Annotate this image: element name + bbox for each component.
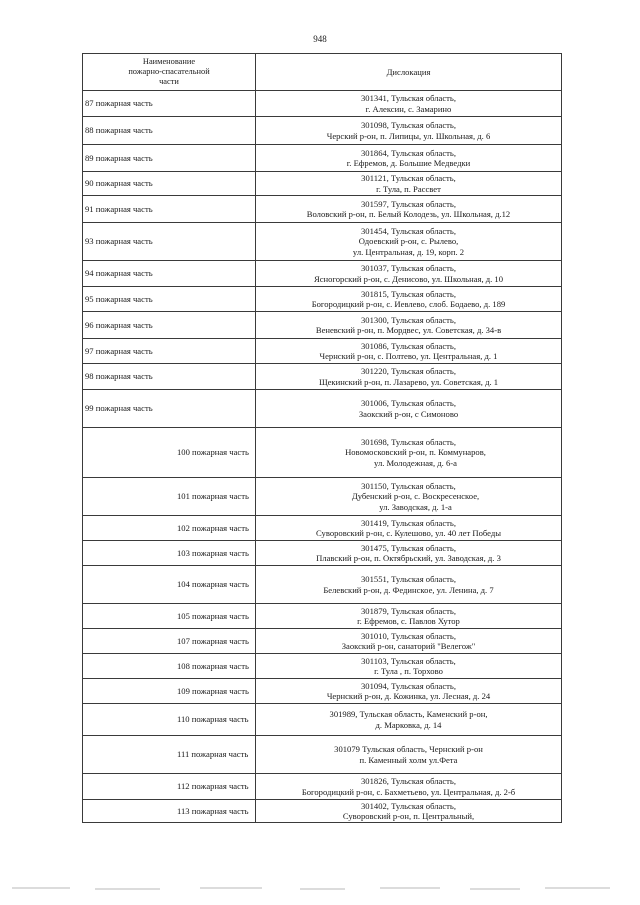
page-number: 948	[313, 34, 327, 44]
fire-unit-location	[256, 800, 562, 823]
table-row	[83, 172, 562, 196]
table-row	[83, 736, 562, 774]
address-line: г. Ефремов, д. Большие Медведки	[346, 158, 471, 168]
fire-unit-name: 102 пожарная часть	[83, 516, 256, 541]
address-line: 301037, Тульская область,	[361, 263, 456, 274]
address-line: 301826, Тульская область,	[361, 776, 456, 787]
address-line: Щекинский р-он, п. Лазарево, ул. Советская, д. 1	[318, 376, 499, 387]
fire-unit-name: 98 пожарная часть	[83, 364, 256, 390]
fire-unit-name: 108 пожарная часть	[83, 654, 256, 679]
fire-unit-name: 107 пожарная часть	[83, 629, 256, 654]
address-line: Воловский р-он, п. Белый Колодезь, ул. Школьная, д.12	[306, 209, 511, 219]
fire-unit-location	[256, 736, 562, 774]
address-line: 301864, Тульская область,	[361, 147, 456, 158]
fire-unit-name: 91 пожарная часть	[83, 196, 256, 223]
address-line: Заокский р-он, санаторий "Велегож"	[341, 641, 476, 651]
address-line: 301402, Тульская область,	[361, 800, 456, 811]
address-line: Дубенский р-он, с. Воскресенское,	[351, 491, 480, 502]
fire-unit-location	[256, 261, 562, 287]
table-row	[83, 117, 562, 145]
address-line: Новомосковский р-он, п. Коммунаров,	[345, 447, 486, 458]
address-line: ул. Молодежная, д. 6-а	[374, 457, 457, 468]
address-line: Одоевский р-он, с. Рылево,	[358, 236, 459, 247]
table-row	[83, 629, 562, 654]
address-line: Черский р-он, п. Липицы, ул. Школьная, д. 6	[326, 130, 491, 141]
fire-unit-location	[256, 172, 562, 196]
table-row	[83, 516, 562, 541]
table-row	[83, 364, 562, 390]
table-row	[83, 566, 562, 604]
table-row	[83, 287, 562, 312]
address-line: 301300, Тульская область,	[361, 314, 456, 325]
address-line: Плавский р-он, п. Октябрьский, ул. Заводская, д. 3	[316, 553, 501, 563]
address-line: 301150, Тульская область,	[361, 480, 456, 491]
fire-unit-location	[256, 428, 562, 478]
address-line: ул. Заводская, д. 1-а	[379, 501, 452, 512]
table-row	[83, 654, 562, 679]
address-line: п. Каменный холм ул.Фета	[359, 754, 458, 765]
address-line: 301419, Тульская область,	[361, 517, 456, 528]
address-line: Чернский р-он, с. Полтево, ул. Центральная, д. 1	[319, 351, 498, 361]
address-line: Богородицкий р-он, с. Бахметьево, ул. Центральная, д. 2-б	[301, 786, 516, 797]
fire-unit-location	[256, 196, 562, 223]
fire-unit-location	[256, 478, 562, 516]
table-row	[83, 312, 562, 339]
table-header-row	[83, 54, 562, 91]
address-line: 301006, Тульская область,	[361, 398, 456, 409]
address-line: д. Марковка, д. 14	[375, 719, 442, 730]
address-line: 301454, Тульская область,	[361, 225, 456, 236]
table-row	[83, 145, 562, 172]
address-line: 301079 Тульская область, Чернский р-он	[334, 744, 483, 755]
address-line: 301220, Тульская область,	[361, 366, 456, 377]
address-line: ул. Центральная, д. 19, корп. 2	[352, 246, 465, 257]
fire-unit-name: 101 пожарная часть	[83, 478, 256, 516]
address-line: 301121, Тульская область,	[361, 173, 456, 184]
table-row	[83, 541, 562, 566]
fire-unit-name: 103 пожарная часть	[83, 541, 256, 566]
table-row	[83, 223, 562, 261]
address-line: 301989, Тульская область, Каменский р-он,	[329, 709, 488, 720]
table-row	[83, 339, 562, 364]
address-line: г. Ефремов, с. Павлов Хутор	[357, 616, 460, 626]
table-row	[83, 428, 562, 478]
address-line: Веневский р-он, п. Мордвес, ул. Советская, д. 34-в	[315, 325, 502, 335]
address-line: 301098, Тульская область,	[361, 120, 456, 131]
fire-unit-location	[256, 566, 562, 604]
address-line: Богородицкий р-он, с. Иевлево, слоб. Бодаево, д. 189	[311, 299, 506, 309]
address-line: Суворовский р-он, с. Кулешово, ул. 40 лет Победы	[316, 528, 501, 538]
fire-unit-name: 96 пожарная часть	[83, 312, 256, 339]
fire-unit-location	[256, 541, 562, 566]
address-line: 301010, Тульская область,	[361, 630, 456, 641]
address-line: Белевский р-он, д. Фединское, ул. Ленина, д. 7	[323, 584, 494, 595]
fire-unit-location	[256, 516, 562, 541]
fire-unit-location	[256, 223, 562, 261]
table-row	[83, 91, 562, 117]
address-line: Суворовский р-он, п. Центральный,	[342, 811, 475, 821]
fire-unit-location	[256, 654, 562, 679]
fire-units-table	[82, 53, 562, 823]
address-line: 301341, Тульская область,	[361, 93, 456, 104]
address-line: 301879, Тульская область,	[361, 605, 456, 616]
address-line: 301551, Тульская область,	[361, 574, 456, 585]
fire-unit-name: 87 пожарная часть	[83, 91, 256, 117]
table-row	[83, 774, 562, 800]
fire-unit-name: 90 пожарная часть	[83, 172, 256, 196]
address-line: Чернский р-он, д. Кожинка, ул. Лесная, д. 24	[326, 691, 491, 701]
table-row	[83, 390, 562, 428]
fire-unit-name: 113 пожарная часть	[83, 800, 256, 823]
fire-unit-name: 93 пожарная часть	[83, 223, 256, 261]
fire-unit-name: 100 пожарная часть	[83, 428, 256, 478]
table-row	[83, 604, 562, 629]
fire-unit-name: 104 пожарная часть	[83, 566, 256, 604]
fire-unit-location	[256, 287, 562, 312]
table-row	[83, 800, 562, 823]
fire-unit-location	[256, 91, 562, 117]
table-row	[83, 478, 562, 516]
address-line: Заокский р-он, с Симоново	[358, 408, 459, 419]
table-row	[83, 704, 562, 736]
fire-unit-location	[256, 679, 562, 704]
table-row	[83, 679, 562, 704]
fire-unit-location	[256, 604, 562, 629]
scan-artifact-marks	[0, 878, 640, 898]
fire-unit-name: 110 пожарная часть	[83, 704, 256, 736]
fire-unit-location	[256, 117, 562, 145]
fire-unit-name: 88 пожарная часть	[83, 117, 256, 145]
fire-unit-name: 109 пожарная часть	[83, 679, 256, 704]
address-line: 301094, Тульская область,	[361, 680, 456, 691]
fire-unit-name: 97 пожарная часть	[83, 339, 256, 364]
header-unit-name: Наименование пожарно-спасательной части	[83, 54, 256, 91]
fire-unit-name: 112 пожарная часть	[83, 774, 256, 800]
table-row	[83, 196, 562, 223]
address-line: г. Алексин, с. Замарино	[365, 103, 452, 114]
address-line: 301815, Тульская область,	[361, 288, 456, 299]
address-line: 301475, Тульская область,	[361, 542, 456, 553]
fire-unit-location	[256, 704, 562, 736]
fire-unit-location	[256, 364, 562, 390]
fire-unit-location	[256, 145, 562, 172]
fire-unit-name: 89 пожарная часть	[83, 145, 256, 172]
fire-unit-location	[256, 390, 562, 428]
address-line: Ясногорский р-он, с. Денисово, ул. Школьная, д. 10	[313, 273, 504, 284]
address-line: 301086, Тульская область,	[361, 340, 456, 351]
fire-unit-location	[256, 312, 562, 339]
fire-unit-location	[256, 629, 562, 654]
address-line: г. Тула , п. Торхово	[374, 666, 443, 676]
address-line: г. Тула, п. Рассвет	[376, 183, 441, 194]
fire-unit-name: 111 пожарная часть	[83, 736, 256, 774]
fire-unit-name: 99 пожарная часть	[83, 390, 256, 428]
fire-unit-location	[256, 774, 562, 800]
header-location: Дислокация	[256, 54, 562, 91]
table-row	[83, 261, 562, 287]
fire-unit-location	[256, 339, 562, 364]
address-line: 301597, Тульская область,	[361, 198, 456, 209]
address-line: 301103, Тульская область,	[361, 655, 456, 666]
fire-unit-name: 94 пожарная часть	[83, 261, 256, 287]
address-line: 301698, Тульская область,	[361, 436, 456, 447]
fire-unit-name: 105 пожарная часть	[83, 604, 256, 629]
fire-unit-name: 95 пожарная часть	[83, 287, 256, 312]
